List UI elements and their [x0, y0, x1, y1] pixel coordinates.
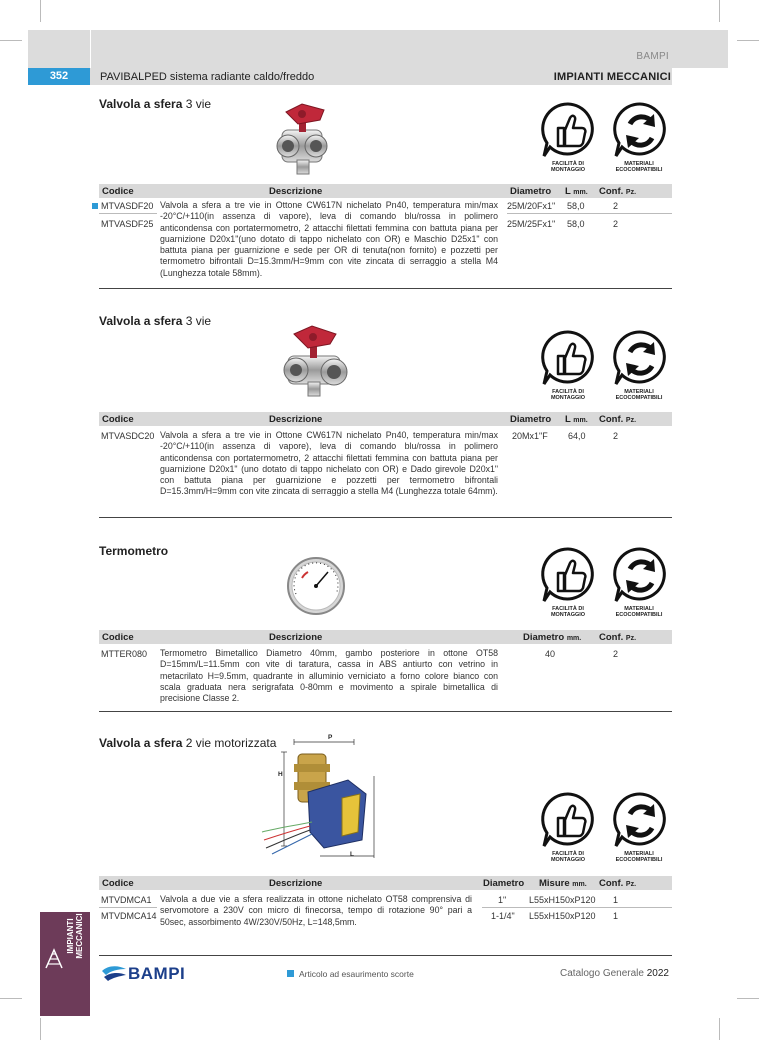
section-divider — [99, 517, 672, 518]
product-title: Valvola a sfera 3 vie — [99, 314, 212, 328]
eco-caption: MATERIALI ECOCOMPATIBILI — [615, 389, 663, 401]
thumbs-up-icon — [538, 545, 598, 605]
dim-label-p: P — [328, 734, 333, 741]
bampi-logo-icon — [100, 963, 128, 983]
crop-mark — [0, 998, 22, 999]
bampi-logo: BAMPI — [128, 964, 186, 983]
table-row-code: MTVASDF20 — [101, 201, 154, 211]
table-row-conf: 2 — [613, 201, 619, 211]
table-row-diameter: 25M/25Fx1" — [507, 219, 556, 229]
product-title: Valvola a sfera 2 vie motorizzata — [99, 736, 277, 750]
category-title: IMPIANTI MECCANICI — [553, 71, 671, 83]
row-divider — [99, 907, 157, 908]
row-divider — [507, 213, 672, 214]
thermometer-image — [284, 556, 348, 618]
recycle-icon — [610, 100, 670, 160]
table-header: Codice Descrizione Diametro mm. Conf. Pz. — [99, 630, 672, 644]
table-row-code: MTVASDC20 — [101, 431, 155, 441]
thumbs-up-icon — [538, 100, 598, 160]
phase-out-legend: Articolo ad esaurimento scorte — [299, 969, 414, 979]
table-row-conf: 2 — [613, 431, 619, 441]
ease-caption: FACILITÀ DI MONTAGGIO — [550, 389, 586, 401]
table-header: Codice Descrizione Diametro L mm. Conf. Pz. — [99, 412, 672, 426]
crop-mark — [0, 40, 22, 41]
recycle-icon — [610, 545, 670, 605]
table-row-diameter: 20Mx1"F — [512, 431, 548, 441]
recycle-icon — [610, 328, 670, 388]
thumbs-up-icon — [538, 790, 598, 850]
crop-mark — [40, 0, 41, 22]
phase-out-marker — [92, 203, 98, 209]
table-header: Codice Descrizione Diametro L mm. Conf. Pz. — [99, 184, 672, 198]
eco-caption: MATERIALI ECOCOMPATIBILI — [615, 851, 663, 863]
table-row-diameter: 25M/20Fx1" — [507, 201, 556, 211]
table-row-conf: 2 — [613, 219, 619, 229]
table-row-diameter: 40 — [545, 649, 556, 659]
section-divider — [99, 288, 672, 289]
table-row-length: 58,0 — [567, 219, 585, 229]
recycle-icon — [610, 790, 670, 850]
dim-label-h: H — [278, 771, 283, 778]
row-divider — [99, 213, 157, 214]
catalog-label: Catalogo Generale 2022 — [560, 968, 669, 979]
product-description: Valvola a due vie a sfera realizzata in ottone nichelato OT58 comprensiva di servomotore a 230V con micro di finecorsa, tempo di rotazione 90° pari a 50sec, assorbimento 4W/230V/50Hz, L=148,5mm. — [160, 894, 472, 927]
table-row-length: 58,0 — [567, 201, 585, 211]
table-row-conf: 1 — [613, 895, 619, 905]
table-row-measures: L55xH150xP120 — [529, 895, 596, 905]
header-brand: BAMPI — [636, 51, 669, 62]
crop-mark — [719, 0, 720, 22]
eco-caption: MATERIALI ECOCOMPATIBILI — [615, 606, 663, 618]
table-row-measures: L55xH150xP120 — [529, 911, 596, 921]
eco-caption: MATERIALI ECOCOMPATIBILI — [615, 161, 663, 173]
valve-3way-image — [268, 98, 338, 180]
table-row-diameter: 1" — [498, 895, 507, 905]
crop-mark — [737, 998, 759, 999]
table-row-conf: 1 — [613, 911, 619, 921]
table-row-code: MTVDMCA14 — [101, 911, 157, 921]
crop-mark — [719, 1018, 720, 1040]
header-band — [28, 30, 728, 68]
table-row-code: MTTER080 — [101, 649, 148, 659]
ease-caption: FACILITÀ DI MONTAGGIO — [550, 161, 586, 173]
pipes-icon — [44, 944, 64, 972]
ease-caption: FACILITÀ DI MONTAGGIO — [550, 606, 586, 618]
table-row-code: MTVASDF25 — [101, 219, 154, 229]
ease-caption: FACILITÀ DI MONTAGGIO — [550, 851, 586, 863]
phase-out-legend-marker — [287, 970, 294, 977]
crop-mark — [737, 40, 759, 41]
product-title: Valvola a sfera 3 vie — [99, 97, 212, 111]
dim-label-l: L — [350, 851, 354, 858]
section-divider — [99, 711, 672, 712]
footer-divider — [99, 955, 672, 956]
product-description: Termometro Bimetallico Diametro 40mm, gambo posteriore in ottone OT58 D=15mm/L=11.5mm con vite di taratura, cassa in ABS antiurto con vetrino in metacrilato H=9.5mm, quadrante in alluminio verniciato a forno colore bianco con scala graduata nera serigrafata 0-80mm e movimento a spirale bimetallica di precisione Classe 2. — [160, 648, 498, 704]
side-tab-label: IMPIANTI MECCANICI — [66, 913, 84, 959]
motorized-valve-image — [258, 736, 378, 862]
section-title: PAVIBALPED sistema radiante caldo/freddo — [100, 71, 315, 83]
valve-3way-nut-image — [280, 322, 356, 402]
thumbs-up-icon — [538, 328, 598, 388]
product-title: Termometro — [99, 544, 169, 558]
table-row-conf: 2 — [613, 649, 619, 659]
table-row-diameter: 1-1/4" — [491, 911, 515, 921]
page-number: 352 — [28, 68, 90, 85]
product-description: Valvola a sfera a tre vie in Ottone CW617N nichelato Pn40, temperatura min/max -20°C/+110(in assenza di vapore), leva di comando blu/rossa in polimero anticondensa con portatermometro, 2 attacchi filettati femmina con battuta piana per guarnizione D20x1" (uno dotato di tappo nichelato con OR) e Dado girevole D20x1" con battuta piana per guarnizione e pozzetti per termometro bifrontali D=15.3mm/H=9mm con vite zincata di serraggio a stella M4 (Lunghezza totale 64mm). — [160, 430, 498, 497]
table-row-length: 64,0 — [568, 431, 586, 441]
crop-mark — [40, 1018, 41, 1040]
table-row-code: MTVDMCA1 — [101, 895, 152, 905]
table-header: Codice Descrizione Diametro Misure mm. Conf. Pz. — [99, 876, 672, 890]
product-description: Valvola a sfera a tre vie in Ottone CW617N nichelato Pn40, temperatura min/max -20°C/+110(in assenza di vapore), leva di comando blu/rossa in polimero anticondensa con portatermometro, 2 attacchi filettati femmina con battuta piana per guarnizione D20x1"(uno dotato di tappo nichelato con OR) e Maschio D25x1" con battuta piana per guarnizione e sede per OR di tenuta(non fornito) e pozzetti per termometro bifrontali D=15.3mm/H=9mm con vite zincata di serraggio a stella M4 (Lunghezza totale 58mm). — [160, 200, 498, 278]
row-divider — [482, 907, 672, 908]
